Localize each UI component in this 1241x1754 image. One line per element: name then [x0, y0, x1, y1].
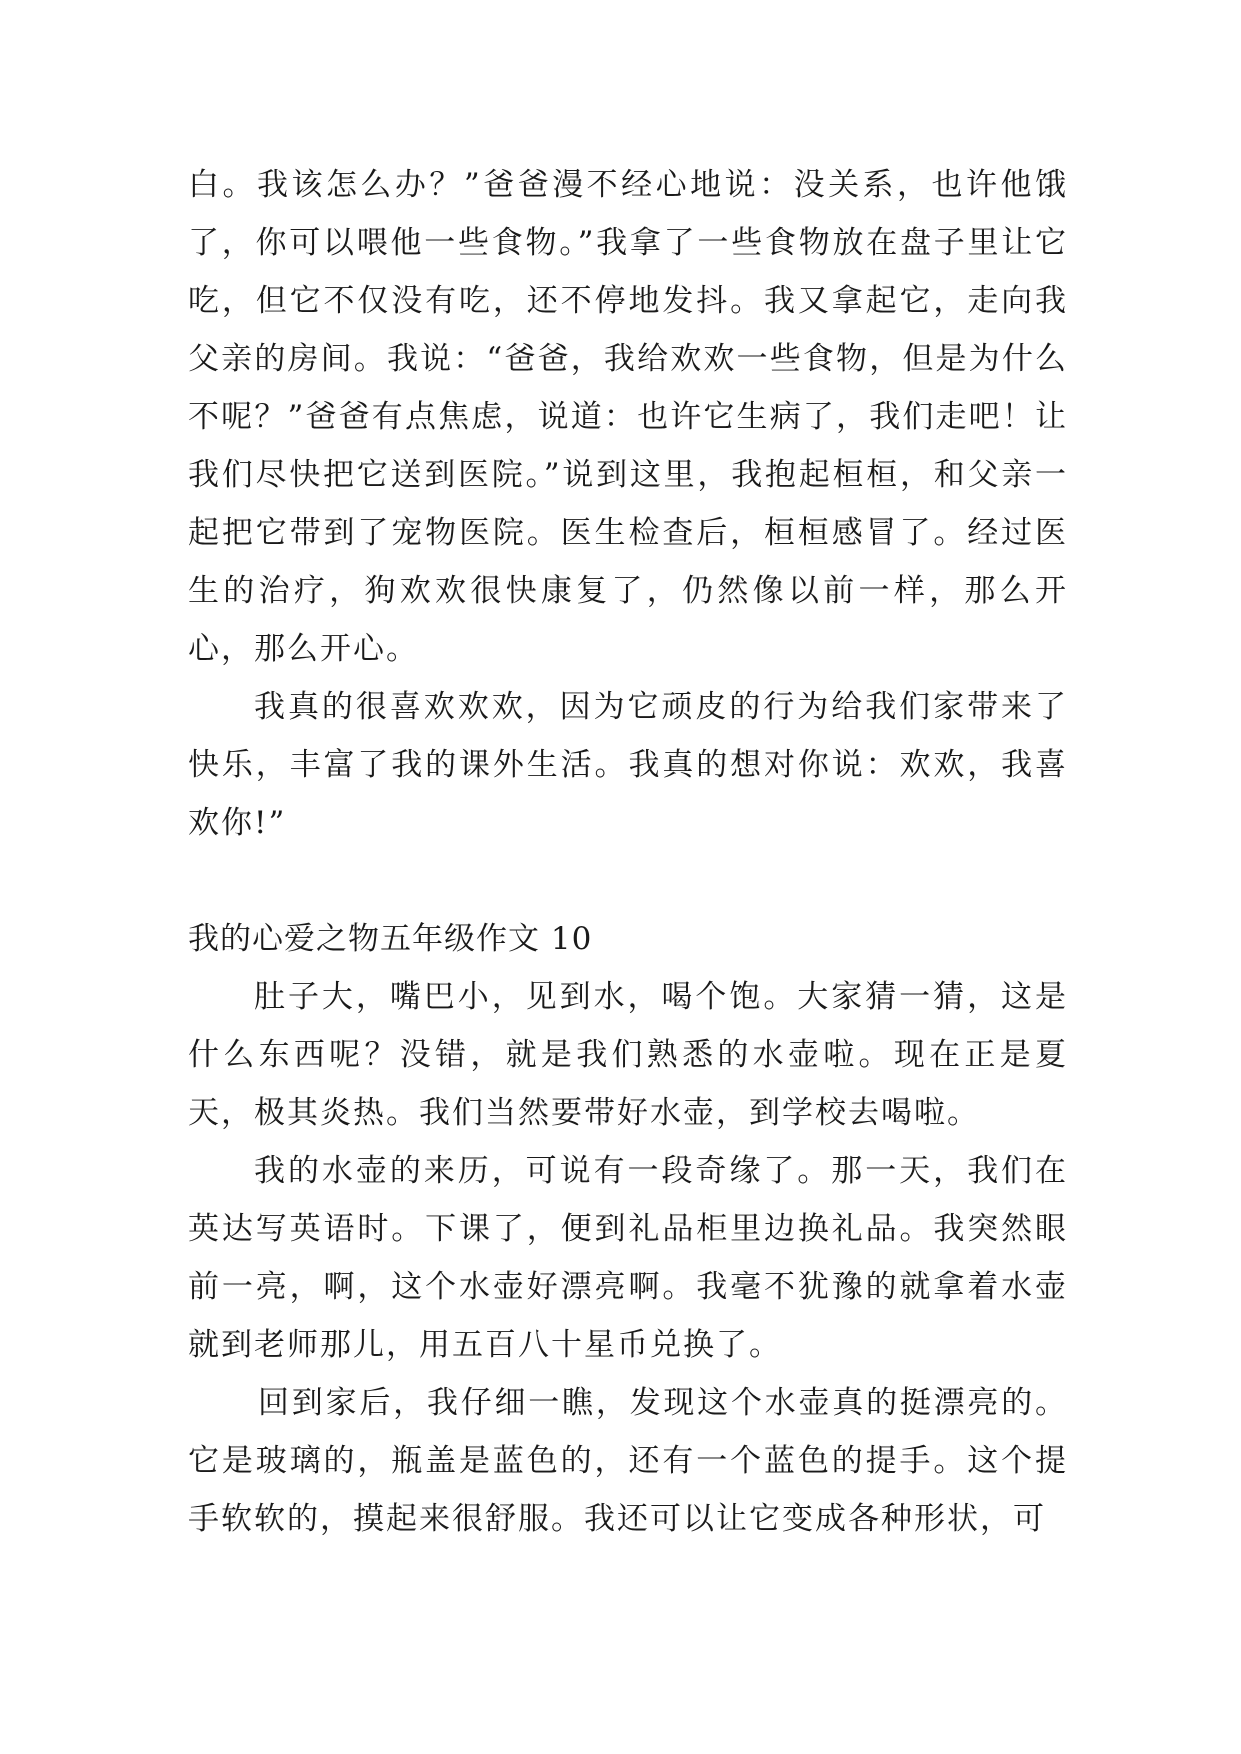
document-body	[188, 156, 1068, 1548]
paragraph-description: 回到家后，我仔细一瞧，发现这个水壶真的挺漂亮的。它是玻璃的，瓶盖是蓝色的，还有一个蓝色的提手。这个提手软软的，摸起来很舒服。我还可以让它变成各种形状，可	[188, 1385, 1068, 1537]
paragraph-intro: 肚子大，嘴巴小，见到水，喝个饱。大家猜一猜，这是什么东西呢？没错，就是我们熟悉的水壶啦。现在正是夏天，极其炎热。我们当然要带好水壶，到学校去喝啦。	[188, 979, 1068, 1131]
paragraph-closing: 我真的很喜欢欢欢，因为它顽皮的行为给我们家带来了快乐，丰富了我的课外生活。我真的想对你说：欢欢，我喜欢你!”	[188, 689, 1068, 841]
section-gap	[188, 852, 1068, 910]
paragraph-origin: 我的水壶的来历，可说有一段奇缘了。那一天，我们在英达写英语时。下课了，便到礼品柜里边换礼品。我突然眼前一亮，啊，这个水壶好漂亮啊。我毫不犹豫的就拿着水壶就到老师那儿，用五百八十星币兑换了。	[188, 1153, 1068, 1363]
paragraph-continuation: 白。我该怎么办？”爸爸漫不经心地说：没关系，也许他饿了，你可以喂他一些食物。”我拿了一些食物放在盘子里让它吃，但它不仅没有吃，还不停地发抖。我又拿起它，走向我父亲的房间。我说：“爸爸，我给欢欢一些食物，但是为什么不呢？”爸爸有点焦虑，说道：也许它生病了，我们走吧！让我们尽快把它送到医院。”说到这里，我抱起桓桓，和父亲一起把它带到了宠物医院。医生检查后，桓桓感冒了。经过医生的治疗，狗欢欢很快康复了，仍然像以前一样，那么开心，那么开心。	[188, 167, 1068, 667]
essay-title: 我的心爱之物五年级作文 10	[188, 921, 593, 957]
